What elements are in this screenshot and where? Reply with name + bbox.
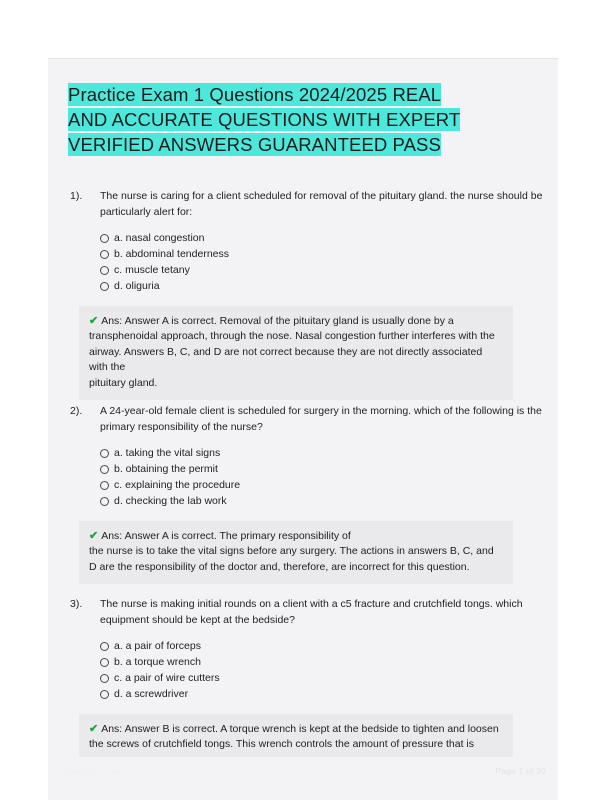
option-list	[68, 446, 546, 510]
radio-circle-icon[interactable]	[100, 465, 109, 474]
option-label: a. nasal congestion	[114, 232, 205, 244]
answer-text: Ans: Answer A is correct. The primary responsibility of	[101, 529, 351, 542]
option-item[interactable]	[100, 687, 546, 703]
radio-circle-icon[interactable]	[100, 497, 109, 506]
title-line-2: AND ACCURATE QUESTIONS WITH EXPERT	[68, 109, 461, 130]
option-item[interactable]	[100, 446, 546, 462]
checkmark-icon: ✔	[89, 314, 99, 327]
document-page	[48, 58, 558, 800]
answer-text: Ans: Answer B is correct. A torque wrench is kept at the bedside to tighten and loosen the screws of crutchfield tongs. This wrench controls the amount of pressure that is	[89, 722, 499, 750]
page-footer	[48, 764, 558, 778]
option-label: b. obtaining the permit	[114, 463, 218, 475]
option-item[interactable]	[100, 671, 546, 687]
question-text: A 24-year-old female client is scheduled for surgery in the morning. which of the following is the primary responsibility of the nurse?	[100, 405, 542, 433]
footer-page-number: Page 1 of 30	[495, 766, 546, 776]
title-line-1: Practice Exam 1 Questions 2024/2025 REAL	[68, 84, 442, 105]
option-list	[68, 639, 546, 703]
radio-circle-icon[interactable]	[100, 690, 109, 699]
option-label: a. taking the vital signs	[114, 447, 221, 459]
option-label: d. a screwdriver	[114, 688, 189, 700]
question-text: The nurse is making initial rounds on a client with a c5 fracture and crutchfield tongs. which equipment should be kept at the bedside?	[100, 598, 523, 626]
answer-text: Ans: Answer A is correct. Removal of the pituitary gland is usually done by a transphenoidal approach, through the nose. Nasal congestion further interferes with the airway. Answers B, C, and D are not correct because they are not directly associated with the	[89, 314, 495, 373]
question-header	[68, 403, 546, 435]
option-label: c. a pair of wire cutters	[114, 672, 220, 684]
option-item[interactable]	[100, 279, 546, 295]
radio-circle-icon[interactable]	[100, 674, 109, 683]
document-title	[68, 82, 538, 157]
checkmark-icon: ✔	[89, 722, 99, 735]
question-text: The nurse is caring for a client scheduled for removal of the pituitary gland. the nurse should be particularly alert for:	[100, 190, 543, 218]
option-item[interactable]	[100, 263, 546, 279]
option-item[interactable]	[100, 462, 546, 478]
option-label: a. a pair of forceps	[114, 640, 201, 652]
answer-text-continued: the nurse is to take the vital signs before any surgery. The actions in answers B, C, and D are the responsibility of the doctor and, therefore, are incorrect for this question.	[89, 545, 494, 573]
footer-watermark: PaperStitic.com	[60, 766, 123, 776]
radio-circle-icon[interactable]	[100, 642, 109, 651]
question-number: 3).	[70, 598, 83, 610]
answer-explanation-box	[79, 714, 513, 757]
radio-circle-icon[interactable]	[100, 449, 109, 458]
question-header	[68, 596, 546, 628]
answer-text-continued: pituitary gland.	[89, 376, 158, 389]
answer-explanation-box	[79, 306, 513, 401]
radio-circle-icon[interactable]	[100, 658, 109, 667]
radio-circle-icon[interactable]	[100, 234, 109, 243]
question-block	[68, 596, 546, 757]
question-block	[68, 188, 546, 400]
option-label: d. checking the lab work	[114, 495, 227, 507]
option-label: d. oliguria	[114, 280, 160, 292]
radio-circle-icon[interactable]	[100, 266, 109, 275]
option-label: b. abdominal tenderness	[114, 248, 229, 260]
option-item[interactable]	[100, 639, 546, 655]
question-number: 2).	[70, 405, 83, 417]
checkmark-icon: ✔	[89, 529, 99, 542]
radio-circle-icon[interactable]	[100, 250, 109, 259]
option-item[interactable]	[100, 247, 546, 263]
question-block	[68, 403, 546, 584]
option-item[interactable]	[100, 655, 546, 671]
option-label: b. a torque wrench	[114, 656, 201, 668]
option-label: c. muscle tetany	[114, 264, 190, 276]
option-item[interactable]	[100, 494, 546, 510]
title-line-3: VERIFIED ANSWERS GUARANTEED PASS	[68, 134, 441, 155]
radio-circle-icon[interactable]	[100, 282, 109, 291]
question-header	[68, 188, 546, 220]
option-list	[68, 231, 546, 295]
answer-explanation-box	[79, 521, 513, 585]
radio-circle-icon[interactable]	[100, 481, 109, 490]
option-label: c. explaining the procedure	[114, 479, 241, 491]
page-top-divider	[48, 58, 558, 59]
option-item[interactable]	[100, 478, 546, 494]
option-item[interactable]	[100, 231, 546, 247]
question-number: 1).	[70, 190, 83, 202]
